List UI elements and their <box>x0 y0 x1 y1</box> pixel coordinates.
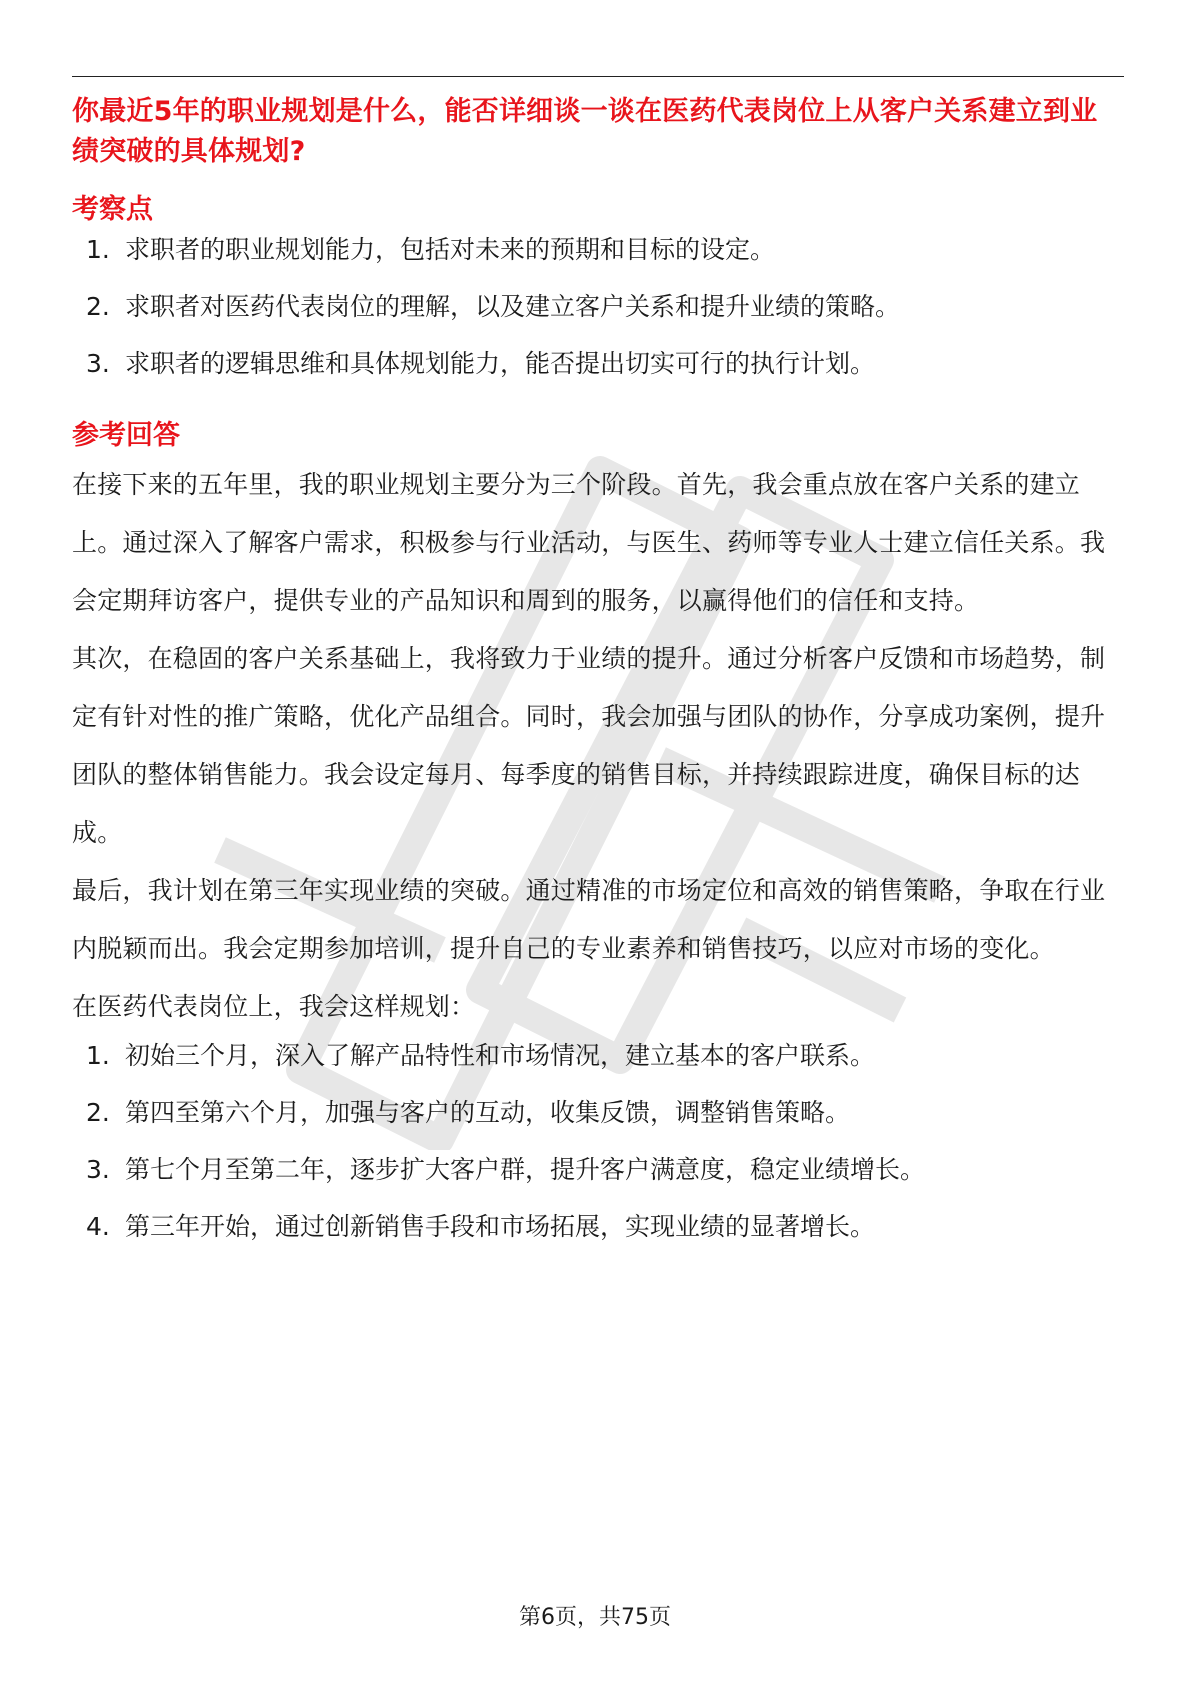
top-divider <box>72 76 1124 77</box>
list-number: 1. <box>86 235 110 264</box>
list-text: 第七个月至第二年，逐步扩大客户群，提升客户满意度，稳定业绩增长。 <box>125 1155 926 1184</box>
list-text: 求职者的逻辑思维和具体规划能力，能否提出切实可行的执行计划。 <box>125 349 876 378</box>
list-item <box>72 344 1124 384</box>
list-text: 第四至第六个月，加强与客户的互动，收集反馈，调整销售策略。 <box>125 1098 851 1127</box>
list-item <box>72 230 1124 270</box>
list-number: 3. <box>86 1155 110 1184</box>
list-text: 初始三个月，深入了解产品特性和市场情况，建立基本的客户联系。 <box>125 1041 876 1070</box>
points-list <box>72 230 1124 384</box>
answer-paragraph-2: 其次，在稳固的客户关系基础上，我将致力于业绩的提升。通过分析客户反馈和市场趋势，制定有针对性的推广策略，优化产品组合。同时，我会加强与团队的协作，分享成功案例，提升团队的整体销售能力。我会设定每月、每季度的销售目标，并持续跟踪进度，确保目标的达成。 <box>72 644 1106 847</box>
list-item <box>72 1093 1124 1133</box>
points-heading: 考察点 <box>72 194 153 225</box>
list-text: 求职者的职业规划能力，包括对未来的预期和目标的设定。 <box>125 235 776 264</box>
list-number: 2. <box>86 292 110 321</box>
list-item <box>72 1036 1124 1076</box>
list-number: 3. <box>86 349 110 378</box>
answer-heading: 参考回答 <box>72 420 180 451</box>
plan-intro: 在医药代表岗位上，我会这样规划： <box>72 992 476 1021</box>
list-item <box>72 287 1124 327</box>
plan-list <box>72 1036 1124 1247</box>
list-item <box>72 1150 1124 1190</box>
list-number: 1. <box>86 1041 110 1070</box>
document-content <box>72 92 1124 1264</box>
question-title: 你最近5年的职业规划是什么，能否详细谈一谈在医药代表岗位上从客户关系建立到业绩突破的具体规划? <box>72 96 1098 167</box>
answer-paragraph-1: 在接下来的五年里，我的职业规划主要分为三个阶段。首先，我会重点放在客户关系的建立上。通过深入了解客户需求，积极参与行业活动，与医生、药师等专业人士建立信任关系。我会定期拜访客户，提供专业的产品知识和周到的服务，以赢得他们的信任和支持。 <box>72 470 1106 615</box>
page-number-footer: 第6页，共75页 <box>519 1605 671 1630</box>
list-number: 4. <box>86 1212 110 1241</box>
answer-paragraph-3: 最后，我计划在第三年实现业绩的突破。通过精准的市场定位和高效的销售策略，争取在行业内脱颖而出。我会定期参加培训，提升自己的专业素养和销售技巧，以应对市场的变化。 <box>72 876 1106 963</box>
list-item <box>72 1207 1124 1247</box>
list-text: 第三年开始，通过创新销售手段和市场拓展，实现业绩的显著增长。 <box>125 1212 876 1241</box>
list-number: 2. <box>86 1098 110 1127</box>
list-text: 求职者对医药代表岗位的理解，以及建立客户关系和提升业绩的策略。 <box>125 292 901 321</box>
